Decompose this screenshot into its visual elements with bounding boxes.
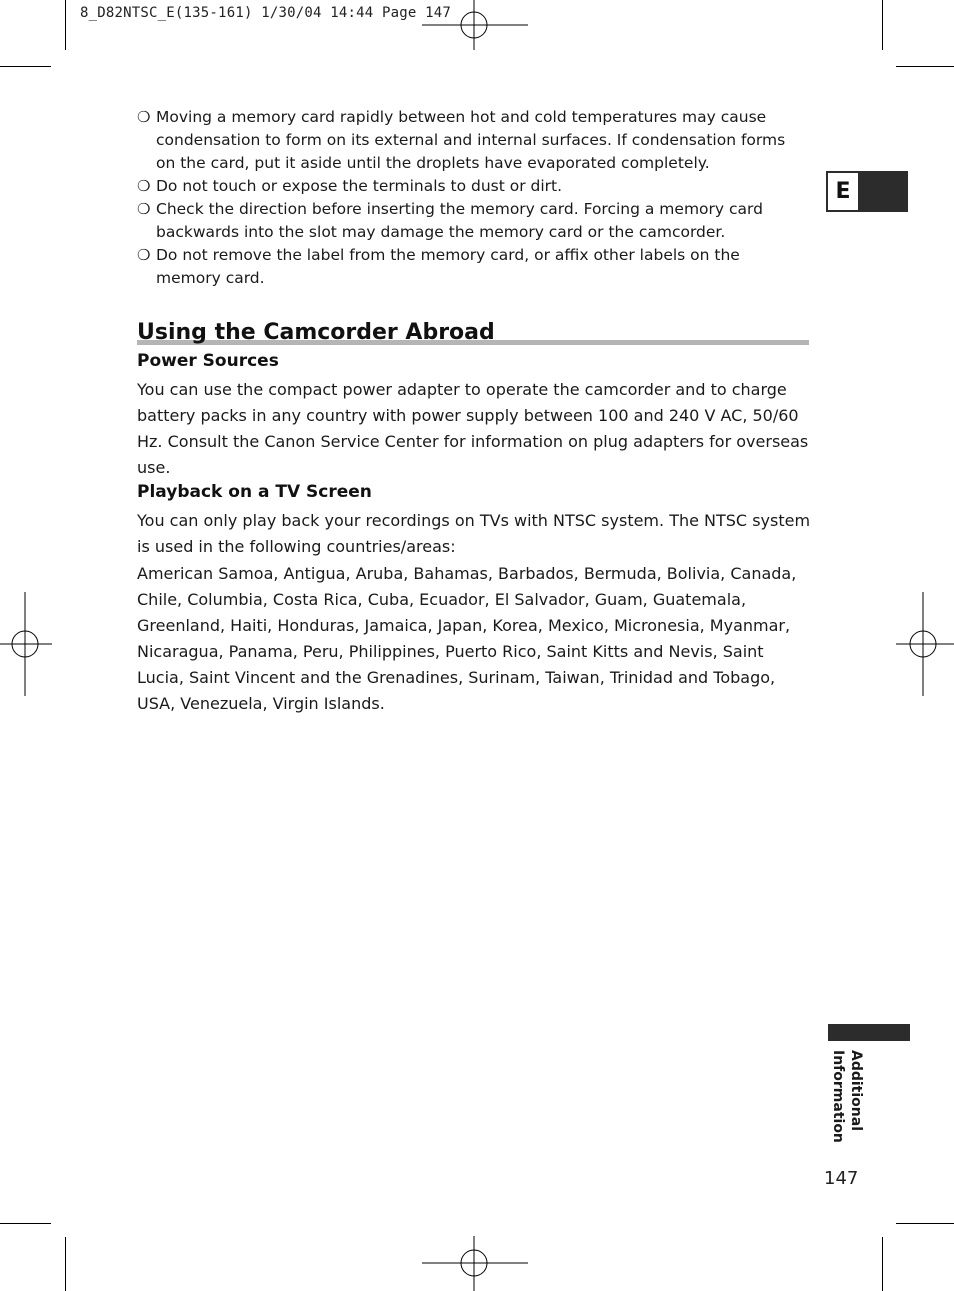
- list-item: [137, 244, 797, 290]
- crop-mark-bottom-right-v: [882, 1237, 883, 1291]
- power-sources-heading: Power Sources: [137, 351, 279, 371]
- crop-mark-bottom-left-v: [65, 1237, 66, 1291]
- bullet-circle-icon: ❍: [137, 200, 151, 218]
- side-label-line2: Information: [830, 1050, 846, 1143]
- memory-card-precautions-list: [137, 106, 797, 290]
- crop-mark-top-right-v: [882, 0, 883, 50]
- page-number: 147: [824, 1168, 859, 1189]
- bullet-circle-icon: ❍: [137, 246, 151, 264]
- side-label-line1: Additional: [848, 1050, 864, 1131]
- crop-mark-top-left-h: [0, 66, 51, 67]
- playback-heading: Playback on a TV Screen: [137, 482, 372, 502]
- power-sources-text: You can use the compact power adapter to operate the camcorder and to charge battery packs in any country with power supply between 100 and 240 V AC, 50/60 Hz. Consult the Canon Service Center for information on plug adapters for overseas use.: [137, 380, 809, 477]
- language-tab: [826, 171, 908, 212]
- list-item-text: Moving a memory card rapidly between hot and cold temperatures may cause condensation to form on its external and internal surfaces. If condensation forms on the card, put it aside until the droplets have evaporated completely.: [156, 108, 786, 172]
- crop-mark-bottom-right-h: [896, 1223, 954, 1224]
- crop-mark-top-right-h: [896, 66, 954, 67]
- bullet-circle-icon: ❍: [137, 177, 151, 195]
- list-item: [137, 198, 797, 244]
- playback-text: You can only play back your recordings on TVs with NTSC system. The NTSC system is used in the following countries/areas:: [137, 511, 811, 556]
- registration-mark-bottom: [422, 1236, 528, 1291]
- list-item-text: Do not remove the label from the memory card, or affix other labels on the memory card.: [156, 246, 740, 287]
- language-tab-letter: E: [827, 172, 859, 211]
- ntsc-countries-text: American Samoa, Antigua, Aruba, Bahamas, Barbados, Bermuda, Bolivia, Canada, Chile, Columbia, Costa Rica, Cuba, Ecuador, El Salvador, Guam, Guatemala, Greenland, Haiti, Honduras, Jamaica, Japan, Korea, Mexico, Micronesia, Myanmar, Nicaragua, Panama, Peru, Philippines, Puerto Rico, Saint Kitts and Nevis, Saint Lucia, Saint Vincent and the Grenadines, Surinam, Taiwan, Trinidad and Tobago, USA, Venezuela, Virgin Islands.: [137, 564, 797, 713]
- registration-mark-top: [422, 0, 528, 50]
- printer-slug: 8_D82NTSC_E(135-161) 1/30/04 14:44 Page 147: [80, 5, 452, 21]
- crop-mark-bottom-left-h: [0, 1223, 51, 1224]
- list-item-text: Do not touch or expose the terminals to dust or dirt.: [156, 177, 563, 195]
- registration-mark-right: [896, 592, 954, 696]
- section-marker-bar: [828, 1024, 910, 1041]
- side-section-label: [828, 1050, 868, 1143]
- section-title: Using the Camcorder Abroad: [137, 320, 495, 345]
- list-item: [137, 175, 797, 198]
- crop-mark-top-left-v: [65, 0, 66, 50]
- list-item-text: Check the direction before inserting the memory card. Forcing a memory card backwards into the slot may damage the memory card or the camcorder.: [156, 200, 763, 241]
- bullet-circle-icon: ❍: [137, 108, 151, 126]
- registration-mark-left: [0, 592, 52, 696]
- list-item: [137, 106, 797, 175]
